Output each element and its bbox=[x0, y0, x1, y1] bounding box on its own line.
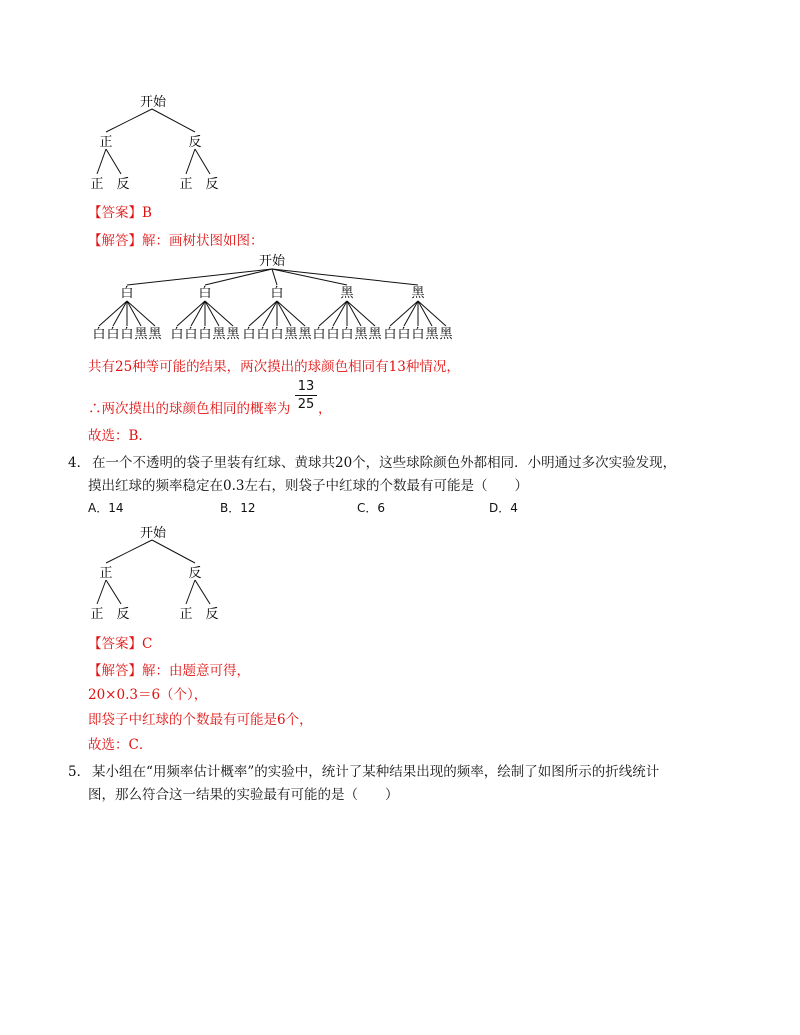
tree-branch-label: 白 bbox=[120, 286, 134, 301]
tree-node-right: 反 bbox=[188, 566, 202, 581]
option-c: C．6 bbox=[357, 501, 386, 515]
solution-text: 解：画树状图如图： bbox=[142, 233, 264, 249]
solution-3-line1: 共有25种等可能的结果，两次摸出的球颜色相同有13种情况， bbox=[88, 359, 460, 375]
tree-leaf: 正 bbox=[179, 177, 193, 192]
tree-root-label: 开始 bbox=[258, 254, 286, 269]
tree-leaf: 白 bbox=[326, 327, 340, 342]
solution-4-intro bbox=[88, 659, 250, 679]
tree-leaf: 正 bbox=[90, 607, 104, 622]
tree-leaf: 白 bbox=[340, 327, 354, 342]
tree-leaf: 白 bbox=[198, 327, 212, 342]
solution-text: 解：由题意可得， bbox=[142, 663, 250, 679]
tree-leaf: 白 bbox=[92, 327, 106, 342]
option-d: D．4 bbox=[489, 501, 518, 515]
probability-suffix: ， bbox=[318, 401, 332, 417]
tree-leaf: 黑 bbox=[354, 327, 368, 342]
fraction-denominator: 25 bbox=[297, 397, 315, 412]
tree-leaf: 黑 bbox=[148, 327, 162, 342]
solution-3-conclusion: 故选：B． bbox=[88, 428, 152, 444]
solution-4-line1: 20×0.3＝6（个）， bbox=[88, 687, 208, 703]
tree-leaf: 黑 bbox=[368, 327, 382, 342]
tree-node-left: 正 bbox=[99, 566, 113, 581]
solution-label: 【解答】 bbox=[88, 233, 142, 249]
tree-leaf: 反 bbox=[116, 177, 130, 192]
tree-leaf: 白 bbox=[312, 327, 326, 342]
tree-branch-label: 白 bbox=[198, 286, 212, 301]
probability-text: ∴两次摸出的球颜色相同的概率为 bbox=[88, 401, 291, 417]
answer-4 bbox=[88, 632, 152, 652]
tree-leaf: 黑 bbox=[439, 327, 453, 342]
question-4-line2: 摸出红球的频率稳定在0.3左右，则袋子中红球的个数最有可能是（ ） bbox=[88, 478, 528, 494]
tree-node-right: 反 bbox=[188, 135, 202, 150]
tree-branch-label: 黑 bbox=[340, 286, 354, 301]
tree-leaf: 白 bbox=[242, 327, 256, 342]
tree-leaf: 白 bbox=[170, 327, 184, 342]
fraction-numerator: 13 bbox=[297, 379, 315, 394]
tree-leaf: 反 bbox=[205, 177, 219, 192]
tree-leaf: 正 bbox=[179, 607, 193, 622]
tree-leaf: 黑 bbox=[284, 327, 298, 342]
tree-leaf: 黑 bbox=[212, 327, 226, 342]
solution-label: 【解答】 bbox=[88, 663, 142, 679]
tree-branch-label: 黑 bbox=[411, 286, 425, 301]
option-b: B．12 bbox=[220, 501, 256, 515]
question-4-line1: 在一个不透明的袋子里装有红球、黄球共20个，这些球除颜色外都相同．小明通过多次实验发现， bbox=[92, 455, 677, 471]
answer-value: B bbox=[142, 205, 152, 221]
tree-leaf: 黑 bbox=[134, 327, 148, 342]
tree-node-left: 正 bbox=[99, 135, 113, 150]
question-5-line2: 图，那么符合这一结果的实验最有可能的是（ ） bbox=[88, 787, 399, 803]
tree-leaf: 白 bbox=[184, 327, 198, 342]
answer-value: C bbox=[142, 636, 153, 652]
solution-4-conclusion: 故选：C． bbox=[88, 737, 153, 753]
tree-leaf: 反 bbox=[205, 607, 219, 622]
answer-label: 【答案】 bbox=[88, 636, 142, 652]
tree-root-label: 开始 bbox=[139, 526, 167, 541]
question-4-number: 4． bbox=[68, 455, 91, 471]
tree-leaf: 白 bbox=[383, 327, 397, 342]
tree-leaf: 白 bbox=[397, 327, 411, 342]
tree-leaf: 黑 bbox=[298, 327, 312, 342]
tree-leaf: 黑 bbox=[226, 327, 240, 342]
tree-leaf: 白 bbox=[106, 327, 120, 342]
tree-leaf: 反 bbox=[116, 607, 130, 622]
tree-leaf: 白 bbox=[256, 327, 270, 342]
tree-leaf: 正 bbox=[90, 177, 104, 192]
tree-leaf: 黑 bbox=[425, 327, 439, 342]
option-a: A．14 bbox=[88, 501, 124, 515]
question-5-number: 5． bbox=[68, 764, 91, 780]
tree-branch-label: 白 bbox=[270, 286, 284, 301]
tree-root-label: 开始 bbox=[139, 95, 167, 110]
tree-leaf: 白 bbox=[270, 327, 284, 342]
question-5-line1: 某小组在“用频率估计概率”的实验中，统计了某种结果出现的频率，绘制了如图所示的折线统计 bbox=[92, 764, 660, 780]
tree-leaf: 白 bbox=[120, 327, 134, 342]
answer-label: 【答案】 bbox=[88, 205, 142, 221]
tree-leaf: 白 bbox=[411, 327, 425, 342]
solution-4-line2: 即袋子中红球的个数最有可能是6个， bbox=[88, 712, 313, 728]
